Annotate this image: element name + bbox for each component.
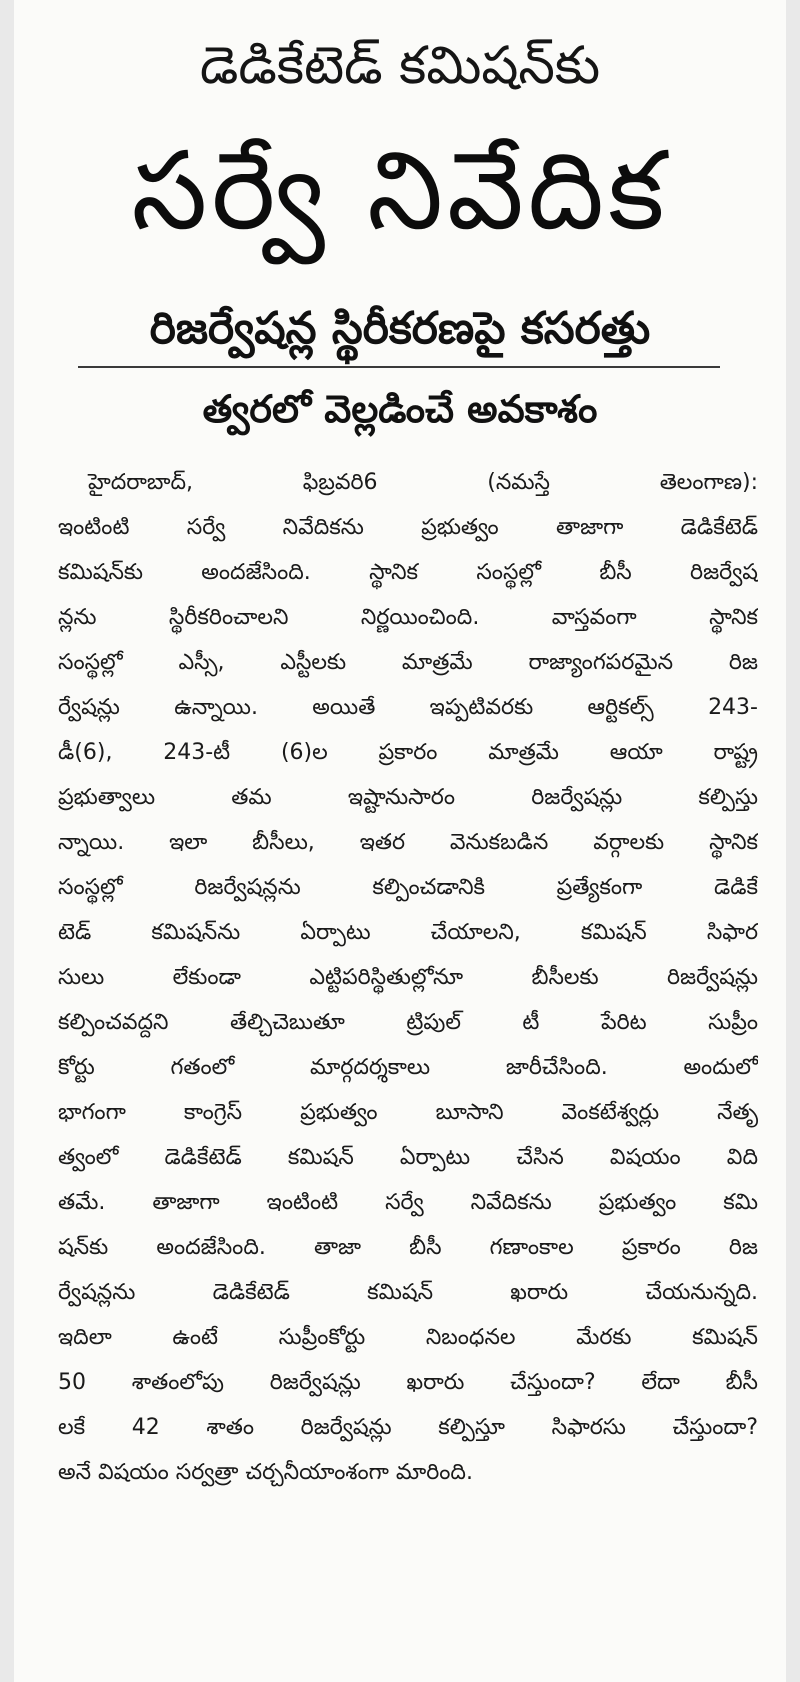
body-line: ఇంటింటి సర్వే నివేదికను ప్రభుత్వం తాజాగా డెడికేటెడ్: [58, 515, 758, 540]
body-line: షన్‌కు అందజేసింది. తాజా బీసీ గణాంకాల ప్రకారం రిజ: [58, 1235, 758, 1260]
body-line: ర్వేషన్లను డెడికేటెడ్ కమిషన్ ఖరారు చేయనున్నది.: [58, 1280, 758, 1305]
body-line: కల్పించవద్దని తేల్చిచెబుతూ ట్రిపుల్ టీ పేరిట సుప్రీం: [58, 1010, 758, 1035]
body-line: ప్రభుత్వాలు తమ ఇష్టానుసారం రిజర్వేషన్లు కల్పిస్తు: [58, 785, 758, 810]
body-line: త్వంలో డెడికేటెడ్ కమిషన్ ఏర్పాటు చేసిన విషయం విది: [58, 1145, 758, 1170]
body-line: కోర్టు గతంలో మార్గదర్శకాలు జారీచేసింది. అందులో: [58, 1055, 758, 1080]
body-line: న్నాయి. ఇలా బీసీలు, ఇతర వెనుకబడిన వర్గాలకు స్థానిక: [58, 830, 758, 855]
body-line: న్లను స్థిరీకరించాలని నిర్ణయించింది. వాస్తవంగా స్థానిక: [58, 605, 758, 630]
subheadline-2: త్వరలో వెల్లడించే అవకాశం: [202, 387, 598, 431]
body-line: ఇదిలా ఉంటే సుప్రీంకోర్టు నిబంధనల మేరకు కమిషన్: [58, 1325, 758, 1350]
body-line: సులు లేకుండా ఎట్టిపరిస్థితుల్లోనూ బీసీలకు రిజర్వేషన్లు: [58, 965, 758, 990]
body-line: సంస్థల్లో రిజర్వేషన్లను కల్పించడానికి ప్రత్యేకంగా డెడికే: [58, 875, 758, 900]
body-line: డీ(6), 243-టీ (6)ల ప్రకారం మాత్రమే ఆయా రాష్ట్ర: [58, 740, 758, 765]
kicker: డెడికేటెడ్ కమిషన్‌కు: [199, 36, 601, 96]
body-line: 50 శాతంలోపు రిజర్వేషన్లు ఖరారు చేస్తుందా? లేదా బీసీ: [58, 1370, 758, 1395]
body-line: సంస్థల్లో ఎస్సీ, ఎస్టీలకు మాత్రమే రాజ్యాంగపరమైన రిజ: [58, 650, 758, 675]
body-line: తమే. తాజాగా ఇంటింటి సర్వే నివేదికను ప్రభుత్వం కమి: [58, 1190, 758, 1215]
divider: [78, 366, 720, 368]
body-line: భాగంగా కాంగ్రెస్ ప్రభుత్వం బూసాని వెంకటేశ్వర్లు నేతృ: [58, 1100, 758, 1125]
subheadline-1: రిజర్వేషన్ల స్థిరీకరణపై కసరత్తు: [149, 303, 651, 354]
body-line: కమిషన్‌కు అందజేసింది. స్థానిక సంస్థల్లో బీసీ రిజర్వేష: [58, 560, 758, 585]
article-body: [58, 460, 758, 1495]
body-line: హైదరాబాద్, ఫిబ్రవరి6 (నమస్తే తెలంగాణ):: [88, 470, 758, 495]
body-line: టెడ్ కమిషన్‌ను ఏర్పాటు చేయాలని, కమిషన్ సిఫార: [58, 920, 758, 945]
headline: సర్వే నివేదిక: [131, 129, 669, 254]
newspaper-clipping: [14, 0, 786, 1682]
body-line: అనే విషయం సర్వత్రా చర్చనీయాంశంగా మారింది.: [58, 1460, 473, 1485]
body-line: ర్వేషన్లు ఉన్నాయి. అయితే ఇప్పటివరకు ఆర్టికల్స్ 243-: [58, 695, 758, 720]
body-line: లకే 42 శాతం రిజర్వేషన్లు కల్పిస్తూ సిఫారసు చేస్తుందా?: [58, 1415, 758, 1440]
